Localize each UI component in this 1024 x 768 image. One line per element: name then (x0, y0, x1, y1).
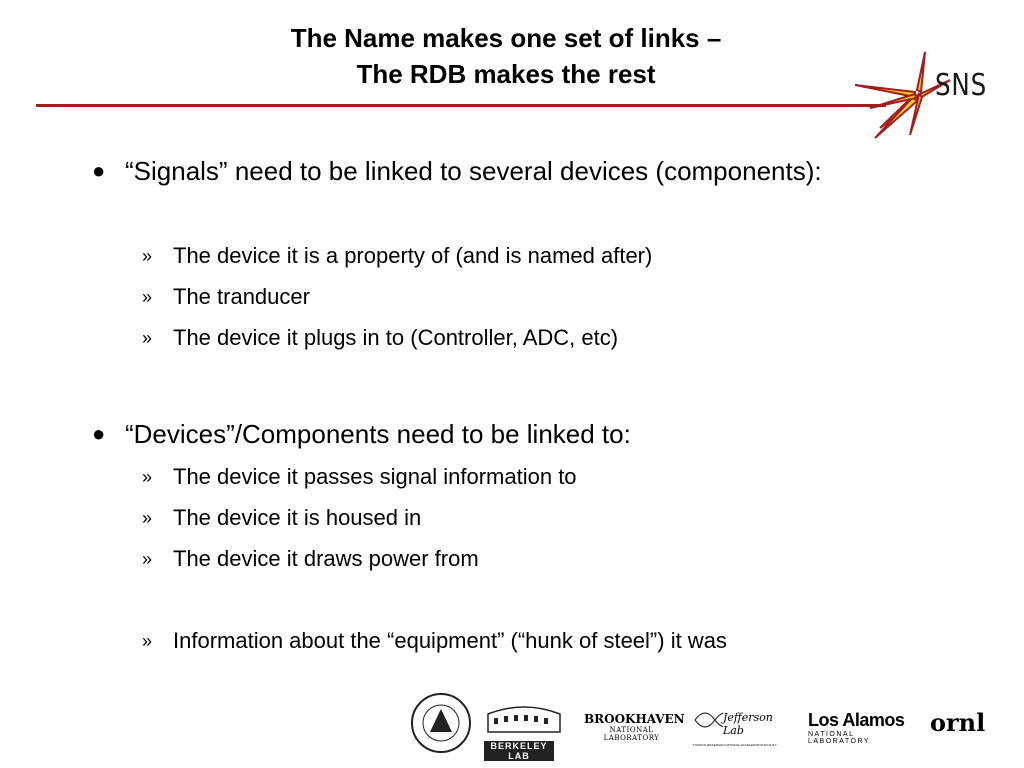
los-alamos-name: Los Alamos (808, 710, 905, 730)
berkeley-building-icon (484, 702, 564, 734)
sub-marker: » (142, 328, 153, 348)
argonne-logo-icon (410, 692, 472, 754)
sub-marker: » (142, 508, 153, 528)
ornl-logo: ornl (930, 708, 986, 737)
sub-item-text: The tranducer (173, 284, 310, 309)
los-alamos-subtitle: NATIONAL LABORATORY (808, 731, 871, 745)
jefferson-lab-logo (693, 702, 793, 752)
sub-item-text: The device it is housed in (173, 505, 422, 530)
sub-item-text: The device it is a property of (and is named after) (173, 243, 653, 268)
sub-marker: » (142, 631, 153, 651)
sub-marker: » (142, 467, 153, 487)
bullet-text: “Devices”/Components need to be linked to: (125, 419, 631, 449)
sub-item-text: Information about the “equipment” (“hunk of steel”) it was (173, 628, 727, 653)
title-line-1: The Name makes one set of links – (290, 23, 722, 53)
title-line-2: The RDB makes the rest (356, 59, 656, 89)
bullet-marker: ● (92, 421, 106, 446)
jefferson-lab-text: Jefferson Lab (723, 711, 793, 737)
sub-marker: » (142, 246, 153, 266)
jefferson-lab-subtitle: THOMAS JEFFERSON NATIONAL ACCELERATOR FACILITY (693, 743, 777, 747)
partner-logos (400, 690, 1000, 760)
sub-marker: » (142, 287, 153, 307)
sub-item-text: The device it plugs in to (Controller, ADC, etc) (173, 325, 619, 350)
sns-logo-text: SNS (935, 68, 988, 103)
sub-item-text: The device it draws power from (173, 546, 479, 571)
berkeley-lab-text: BERKELEY LAB (484, 741, 554, 761)
sub-item-text: The device it passes signal information to (173, 464, 577, 489)
bullet-marker: ● (92, 158, 106, 183)
title-divider (36, 104, 886, 107)
bullet-text: “Signals” need to be linked to several devices (components): (125, 156, 822, 186)
los-alamos-logo (808, 710, 918, 745)
brookhaven-name: BROOKHAVEN (584, 712, 685, 726)
brookhaven-logo (584, 712, 685, 742)
berkeley-lab-logo (484, 702, 564, 761)
sub-marker: » (142, 549, 153, 569)
brookhaven-subtitle: NATIONAL LABORATORY (603, 726, 660, 742)
